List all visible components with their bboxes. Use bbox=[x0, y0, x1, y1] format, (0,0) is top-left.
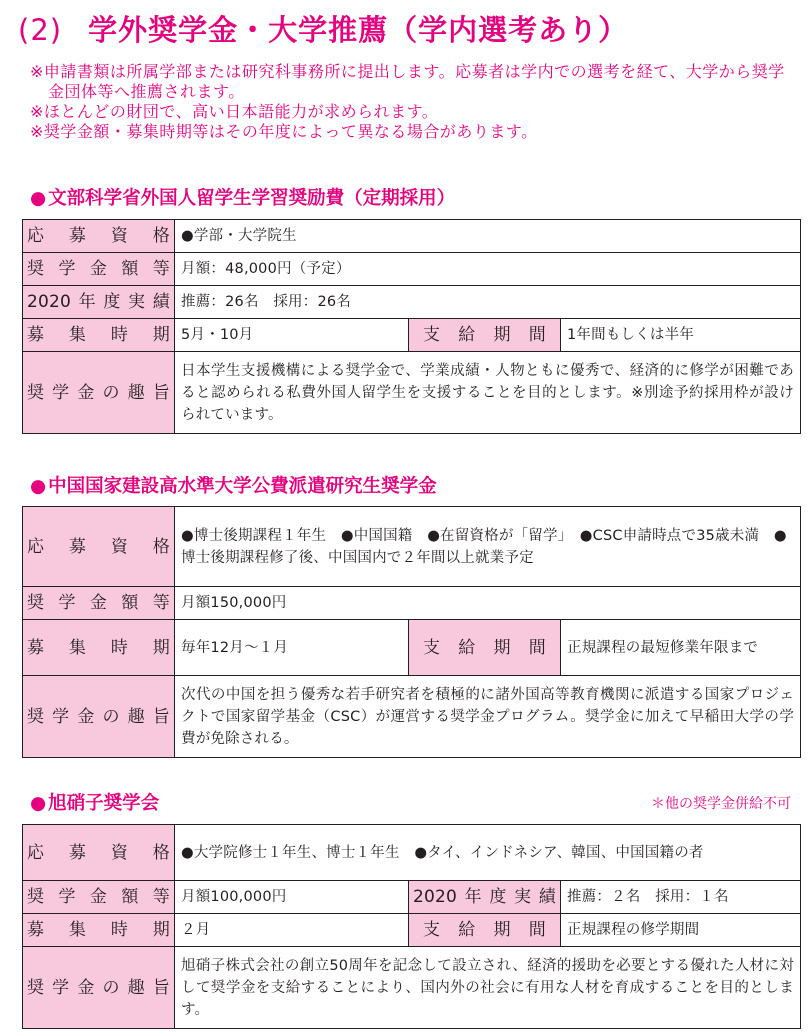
table-row bbox=[23, 947, 801, 1029]
value-eligibility: ●学部・大学院生 bbox=[175, 220, 801, 253]
value-amount: 月額100,000円 bbox=[175, 881, 409, 914]
label-payment-period: 支給期間 bbox=[409, 914, 561, 947]
value-payment-period: 正規課程の修学期間 bbox=[561, 914, 801, 947]
value-eligibility: ●博士後期課程１年生 ●中国国籍 ●在留資格が「留学」 ●CSC申請時点で35歳未満 ●博士後期課程修了後、中国国内で２年間以上就業予定 bbox=[175, 507, 801, 587]
bullet-icon: ● bbox=[30, 476, 47, 497]
label-payment-period: 支給期間 bbox=[409, 319, 561, 352]
table-row bbox=[23, 825, 801, 881]
table-row bbox=[23, 319, 801, 352]
page-title bbox=[18, 8, 628, 49]
value-payment-period: 正規課程の最短修業年限まで bbox=[561, 620, 801, 676]
label-period: 募集時期 bbox=[23, 620, 175, 676]
label-period: 募集時期 bbox=[23, 319, 175, 352]
section-title: 文部科学省外国人留学生学習奨励費（定期採用） bbox=[48, 188, 456, 209]
value-period: 毎年12月～１月 bbox=[175, 620, 409, 676]
value-purpose: 日本学生支援機構による奨学金で、学業成績・人物ともに優秀で、経済的に修学が困難であると認められる私費外国人留学生を支援することを目的とします。※別途予約採用枠が設けられています。 bbox=[175, 352, 801, 434]
value-results: 推薦：２名 採用：１名 bbox=[561, 881, 801, 914]
label-eligibility: 応募資格 bbox=[23, 507, 175, 587]
no-concurrent-note: ＊他の奨学金併給不可 bbox=[651, 796, 791, 812]
label-results: 2020年度実績 bbox=[23, 286, 175, 319]
label-purpose: 奨学金の趣旨 bbox=[23, 352, 175, 434]
label-payment-period: 支給期間 bbox=[409, 620, 561, 676]
table-row bbox=[23, 914, 801, 947]
label-results: 2020年度実績 bbox=[409, 881, 561, 914]
table-row bbox=[23, 286, 801, 319]
label-eligibility: 応募資格 bbox=[23, 825, 175, 881]
label-amount: 奨学金額等 bbox=[23, 587, 175, 620]
table-row bbox=[23, 587, 801, 620]
table-row bbox=[23, 507, 801, 587]
value-period: ２月 bbox=[175, 914, 409, 947]
note-item: ※奨学金額・募集時期等はその年度によって異なる場合があります。 bbox=[30, 122, 538, 141]
value-amount: 月額：48,000円（予定） bbox=[175, 253, 801, 286]
note-item: ※ほとんどの財団で、高い日本語能力が求められます。 bbox=[30, 102, 439, 121]
label-purpose: 奨学金の趣旨 bbox=[23, 947, 175, 1029]
note-item: ※申請書類は所属学部または研究科事務所に提出します。応募者は学内での選考を経て、大学から奨学金団体等へ推薦されます。 bbox=[30, 62, 785, 101]
notes-block bbox=[30, 62, 790, 142]
value-amount: 月額150,000円 bbox=[175, 587, 801, 620]
label-eligibility: 応募資格 bbox=[23, 220, 175, 253]
value-eligibility: ●大学院修士１年生、博士１年生 ●タイ、インドネシア、韓国、中国国籍の者 bbox=[175, 825, 801, 881]
section-title: 旭硝子奨学会 bbox=[48, 793, 160, 814]
section-number: (2) bbox=[18, 13, 63, 47]
table-row bbox=[23, 881, 801, 914]
value-purpose: 旭硝子株式会社の創立50周年を記念して設立され、経済的援助を必要とする優れた人材に対して奨学金を支給することにより、国内外の社会に有用な人材を育成することを目的とします。 bbox=[175, 947, 801, 1029]
value-period: 5月・10月 bbox=[175, 319, 409, 352]
section-title: 中国国家建設高水準大学公費派遣研究生奨学金 bbox=[48, 476, 437, 497]
value-payment-period: 1年間もしくは半年 bbox=[561, 319, 801, 352]
label-purpose: 奨学金の趣旨 bbox=[23, 676, 175, 758]
table-row bbox=[23, 620, 801, 676]
table-row bbox=[23, 352, 801, 434]
bullet-icon: ● bbox=[30, 793, 47, 814]
table-row bbox=[23, 220, 801, 253]
table-row bbox=[23, 676, 801, 758]
section-heading-asahi bbox=[30, 789, 159, 815]
bullet-icon: ● bbox=[30, 188, 47, 209]
value-results: 推薦：26名 採用：26名 bbox=[175, 286, 801, 319]
table-row bbox=[23, 253, 801, 286]
label-period: 募集時期 bbox=[23, 914, 175, 947]
section-heading-mext bbox=[30, 184, 455, 210]
page-title-text: 学外奨学金・大学推薦（学内選考あり） bbox=[88, 13, 629, 47]
scholarship-table-mext bbox=[22, 219, 801, 434]
label-amount: 奨学金額等 bbox=[23, 881, 175, 914]
scholarship-table-asahi bbox=[22, 824, 801, 1029]
section-heading-csc bbox=[30, 472, 437, 498]
scholarship-table-csc bbox=[22, 506, 801, 758]
value-purpose: 次代の中国を担う優秀な若手研究者を積極的に諸外国高等教育機関に派遣する国家プロジェクトで国家留学基金（CSC）が運営する奨学金プログラム。奨学金に加えて早稲田大学の学費が免除される。 bbox=[175, 676, 801, 758]
label-amount: 奨学金額等 bbox=[23, 253, 175, 286]
